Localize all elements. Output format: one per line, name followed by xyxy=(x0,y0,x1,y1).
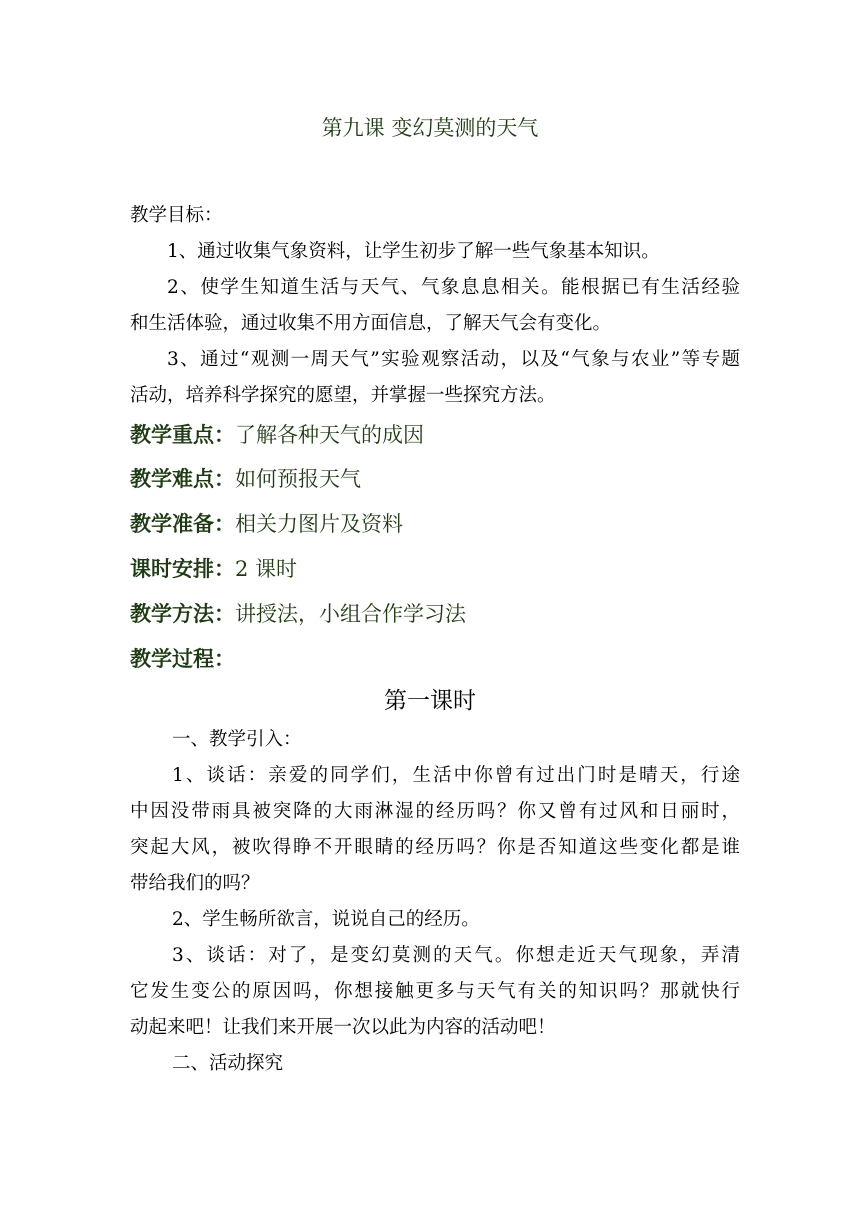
key-points-label: 教学重点： xyxy=(130,423,235,447)
schedule-label: 课时安排： xyxy=(130,557,235,581)
objective-item-3-line-2: 活动，培养科学探究的愿望，并掌握一些探究方法。 xyxy=(130,385,556,406)
preparation-field xyxy=(130,509,403,539)
objective-item-3-line-1: 3、通过“观测一周天气”实验观察活动，以及“气象与农业”等专题 xyxy=(167,349,740,370)
key-points-field xyxy=(130,420,424,450)
difficulty-field xyxy=(130,464,361,494)
difficulty-label: 教学难点： xyxy=(130,467,235,491)
paragraph-3-line-2: 它发生变公的原因吗，你想接触更多与天气有关的知识吗？那就快行 xyxy=(130,981,740,1002)
process-field xyxy=(130,644,235,674)
lesson-1-body xyxy=(130,722,740,1082)
section-1-heading: 一、教学引入： xyxy=(172,729,302,750)
paragraph-1-line-2: 中因没带雨具被突降的大雨淋湿的经历吗？你又曾有过风和日丽时， xyxy=(130,801,740,822)
objectives-section xyxy=(130,198,740,414)
objective-item-2-line-1: 2、使学生知道生活与天气、气象息息相关。能根据已有生活经验 xyxy=(167,277,740,298)
key-points-value: 了解各种天气的成因 xyxy=(235,423,424,447)
lesson-title: 第九课 变幻莫测的天气 xyxy=(321,116,539,140)
objective-item-2-line-2: 和生活体验，通过收集不用方面信息，了解天气会有变化。 xyxy=(130,313,612,334)
preparation-label: 教学准备： xyxy=(130,512,235,536)
paragraph-3-line-3: 动起来吧！让我们来开展一次以此为内容的活动吧！ xyxy=(130,1017,556,1038)
schedule-value: 2 课时 xyxy=(235,557,298,581)
objective-item-1: 1、通过收集气象资料，让学生初步了解一些气象基本知识。 xyxy=(167,241,660,262)
paragraph-1-line-3: 突起大风，被吹得睁不开眼睛的经历吗？你是否知道这些变化都是谁 xyxy=(130,837,740,858)
method-field xyxy=(130,599,466,629)
paragraph-3-line-1: 3、谈话：对了，是变幻莫测的天气。你想走近天气现象，弄清 xyxy=(172,945,740,966)
objectives-heading: 教学目标： xyxy=(130,205,223,226)
paragraph-2: 2、学生畅所欲言，说说自己的经历。 xyxy=(172,909,480,930)
schedule-field xyxy=(130,554,297,584)
method-value: 讲授法，小组合作学习法 xyxy=(235,602,466,626)
lesson-1-heading: 第一课时 xyxy=(384,688,476,714)
paragraph-1-line-1: 1、谈话：亲爱的同学们，生活中你曾有过出门时是晴天，行途 xyxy=(172,765,740,786)
section-2-heading: 二、活动探究 xyxy=(172,1053,284,1074)
method-label: 教学方法： xyxy=(130,602,235,626)
paragraph-1-line-4: 带给我们的吗？ xyxy=(130,873,260,894)
difficulty-value: 如何预报天气 xyxy=(235,467,361,491)
process-label: 教学过程： xyxy=(130,647,235,671)
preparation-value: 相关力图片及资料 xyxy=(235,512,403,536)
